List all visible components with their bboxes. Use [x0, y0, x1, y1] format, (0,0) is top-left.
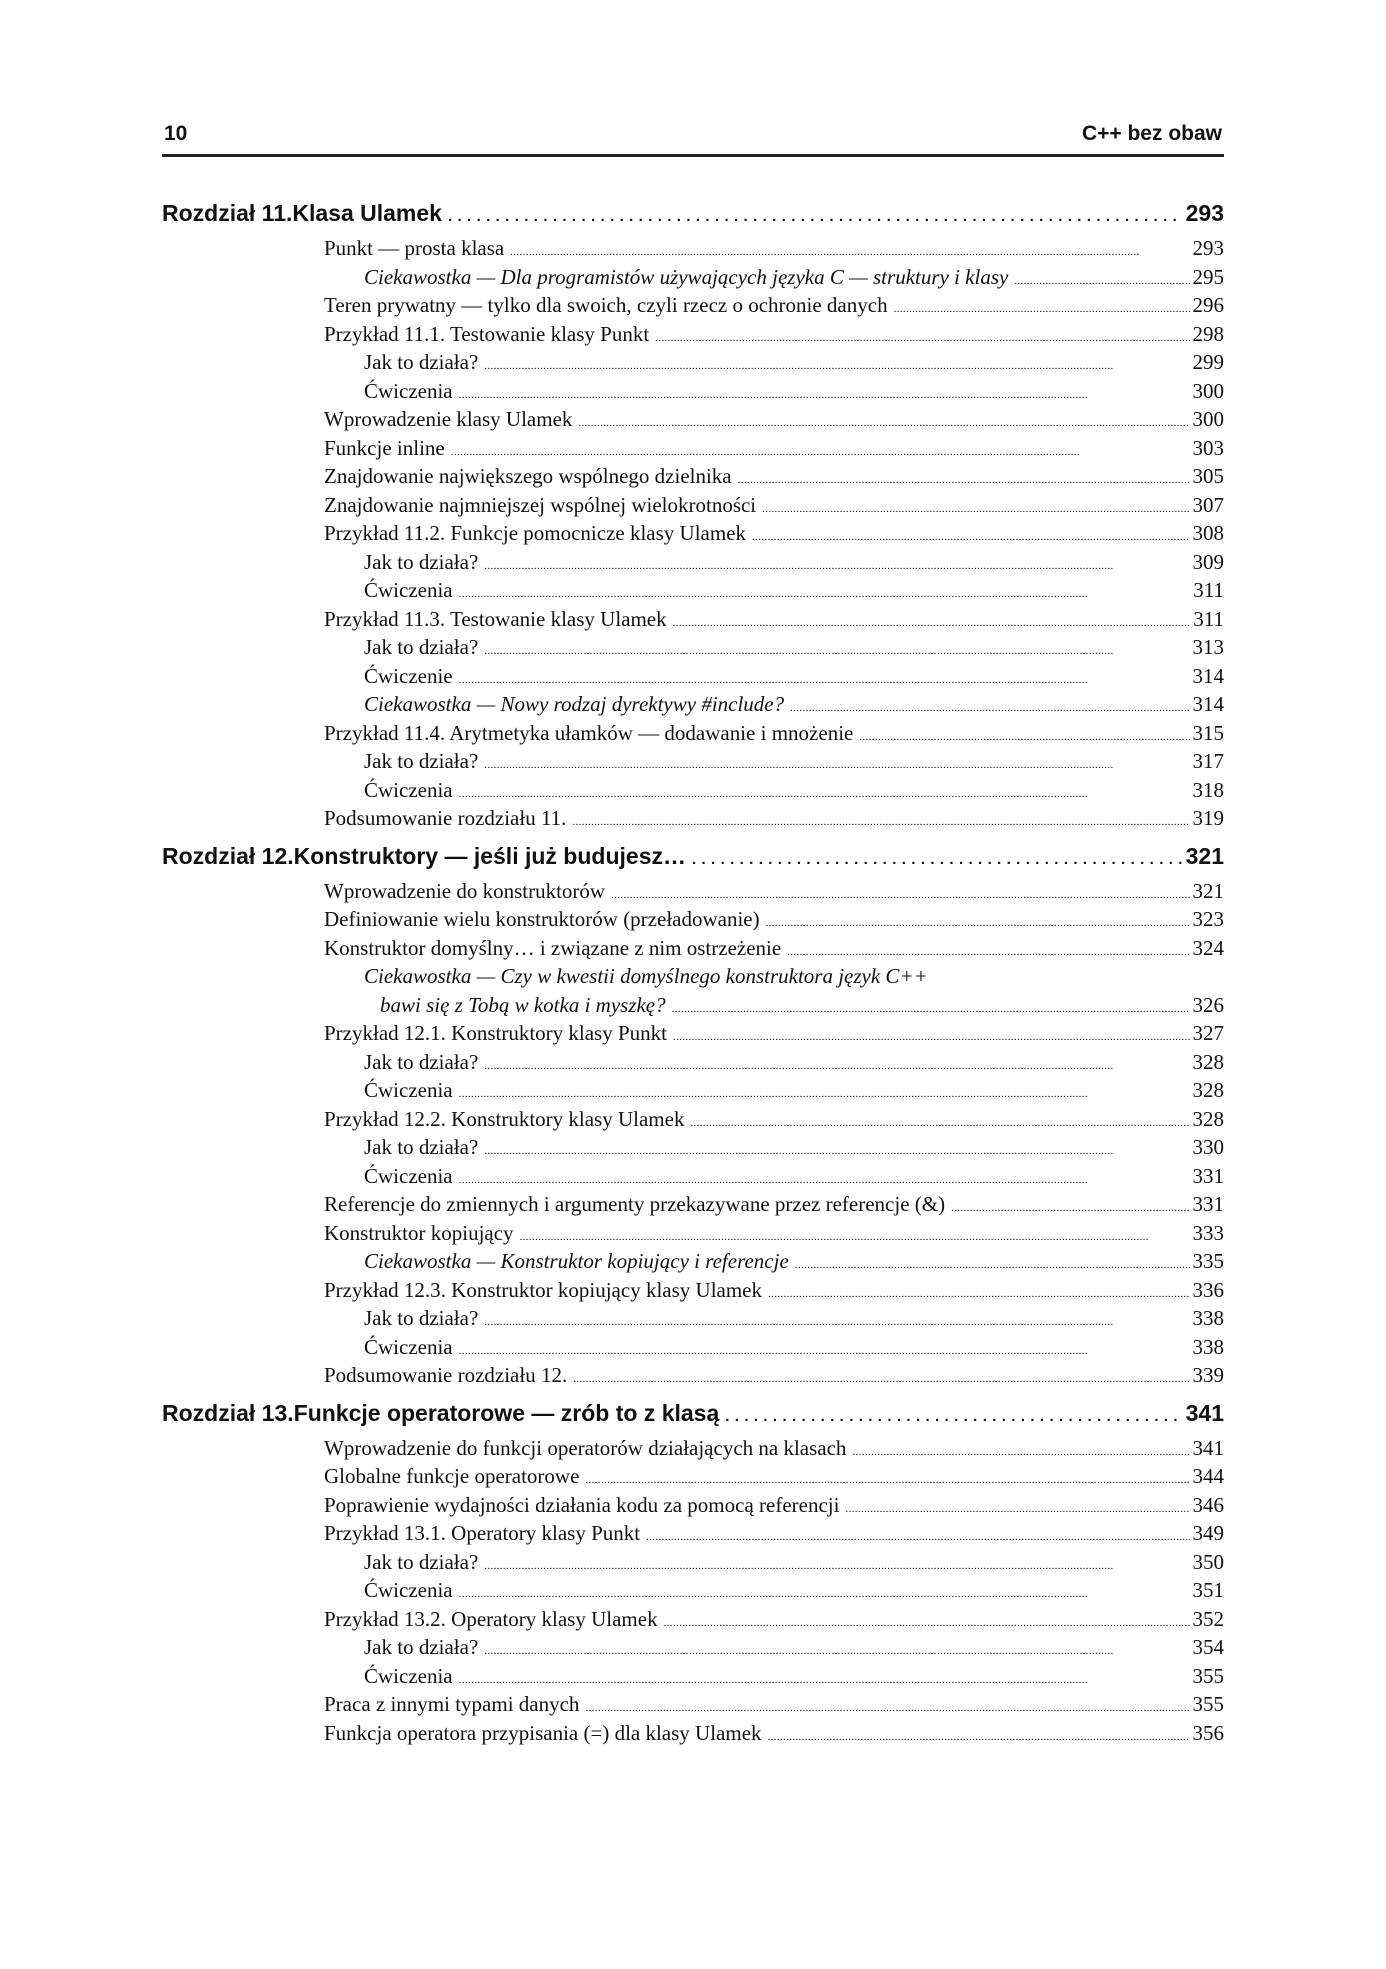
dot-leader: [484, 635, 1189, 660]
toc-entry[interactable]: [162, 578, 1224, 607]
toc-entry[interactable]: [162, 1635, 1224, 1664]
dot-leader: [459, 1578, 1190, 1603]
dot-leader: [572, 806, 1189, 831]
entry-title: Ciekawostka — Czy w kwestii domyślnego konstruktora język C++: [364, 964, 928, 988]
toc-entry[interactable]: [162, 1135, 1224, 1164]
entry-title: Ćwiczenia: [364, 578, 453, 602]
toc-entry[interactable]: [162, 1192, 1224, 1221]
dot-leader: [766, 907, 1190, 932]
entry-page-number: 355: [1192, 1692, 1224, 1716]
entry-title: Jak to działa?: [364, 549, 479, 574]
dot-leader: [484, 1550, 1189, 1575]
entry-title: Ciekawostka — Dla programistów używających języka C — struktury i klasy: [364, 264, 1009, 289]
entry-page-number: 305: [1192, 464, 1224, 488]
entry-title: Wprowadzenie do konstruktorów: [324, 878, 606, 903]
entry-page-number: 317: [1192, 749, 1224, 773]
entry-page-number: 313: [1192, 635, 1224, 659]
dot-leader: [459, 1335, 1190, 1360]
entry-page-number: 307: [1192, 492, 1224, 517]
entry-title: Ciekawostka — Nowy rodzaj dyrektywy #include?: [364, 692, 785, 716]
toc-entry[interactable]: [162, 907, 1224, 936]
dot-leader: [484, 1050, 1189, 1075]
entry-title: Przykład 11.3. Testowanie klasy Ulamek: [324, 606, 667, 631]
dot-leader: [484, 749, 1189, 774]
entry-page-number: 338: [1192, 1334, 1224, 1359]
dot-leader: [459, 379, 1190, 404]
chapter-heading[interactable]: [162, 200, 1224, 236]
entry-page-number: 351: [1192, 1578, 1224, 1602]
entry-title: Jak to działa?: [364, 350, 479, 374]
dot-leader: [459, 578, 1191, 603]
toc-entry[interactable]: [162, 721, 1224, 750]
entry-page-number: 331: [1192, 1192, 1224, 1216]
dot-leader: [762, 493, 1189, 518]
entry-title: Ćwiczenia: [364, 378, 453, 403]
dot-leader: [672, 993, 1190, 1018]
chapter-heading[interactable]: [162, 843, 1224, 879]
toc-entry[interactable]: [162, 1692, 1224, 1721]
dot-leader: [459, 778, 1190, 803]
dot-leader: [725, 1400, 1182, 1427]
entry-title: Podsumowanie rozdziału 12.: [324, 1363, 568, 1387]
toc-entry[interactable]: [162, 436, 1224, 465]
entry-page-number: 319: [1192, 806, 1224, 830]
entry-title: Punkt — prosta klasa: [324, 236, 505, 260]
entry-page-number: 354: [1192, 1635, 1224, 1659]
dot-leader: [484, 1306, 1189, 1331]
dot-leader: [690, 1107, 1189, 1132]
entry-title: Globalne funkcje operatorowe: [324, 1464, 580, 1488]
chapter-label: Rozdział 13.: [162, 1399, 294, 1426]
entry-title: Przykład 13.2. Operatory klasy Ulamek: [324, 1606, 658, 1631]
dot-leader: [585, 1464, 1189, 1489]
entry-title: Teren prywatny — tylko dla swoich, czyli rzecz o ochronie danych: [324, 293, 888, 317]
entry-title: Przykład 12.2. Konstruktory klasy Ulamek: [324, 1106, 685, 1131]
entry-title: Ćwiczenie: [364, 663, 453, 688]
entry-page-number: 323: [1192, 907, 1224, 931]
toc-entry[interactable]: [162, 1306, 1224, 1335]
entry-page-number: 314: [1192, 663, 1224, 688]
entry-page-number: 339: [1192, 1363, 1224, 1387]
entry-page-number: 349: [1192, 1521, 1224, 1545]
chapter-label: Rozdział 11.: [162, 200, 293, 226]
entry-page-number: 295: [1192, 264, 1224, 289]
running-head: [162, 118, 1224, 157]
entry-page-number: 344: [1192, 1464, 1224, 1488]
entry-page-number: 336: [1192, 1277, 1224, 1302]
dot-leader: [692, 843, 1183, 870]
toc-entry[interactable]: [162, 521, 1224, 550]
dot-leader: [451, 436, 1190, 461]
dot-leader: [752, 521, 1189, 546]
toc-entry[interactable]: [162, 936, 1224, 965]
entry-title: Znajdowanie najmniejszej wspólnej wielokrotności: [324, 492, 757, 517]
page-number: 10: [164, 122, 188, 145]
entry-page-number: 321: [1192, 878, 1224, 903]
entry-page-number: 315: [1192, 720, 1224, 745]
toc-entry[interactable]: [162, 664, 1224, 693]
entry-title: Przykład 11.2. Funkcje pomocnicze klasy Ulamek: [324, 521, 747, 545]
toc-entry[interactable]: [162, 1050, 1224, 1079]
chapter-title: Klasa Ulamek: [292, 200, 442, 226]
toc-entry[interactable]: [162, 407, 1224, 436]
toc-entry[interactable]: [162, 1607, 1224, 1636]
toc-entry[interactable]: [162, 1164, 1224, 1193]
entry-title: Przykład 13.1. Operatory klasy Punkt: [324, 1521, 641, 1545]
dot-leader: [585, 1692, 1189, 1717]
chapter-page-number: 341: [1185, 1399, 1224, 1426]
dot-leader: [795, 1249, 1190, 1274]
dot-leader: [1014, 265, 1189, 290]
dot-leader: [459, 664, 1190, 689]
dot-leader: [459, 1664, 1190, 1689]
chapter-heading[interactable]: [162, 1400, 1224, 1436]
toc-entry[interactable]: [162, 350, 1224, 379]
entry-title: Ciekawostka — Konstruktor kopiujący i referencje: [364, 1249, 789, 1273]
entry-page-number: 350: [1192, 1549, 1224, 1574]
toc-entry[interactable]: [162, 265, 1224, 294]
entry-title: Znajdowanie największego wspólnego dzielnika: [324, 464, 732, 488]
entry-title: Konstruktor domyślny… i związane z nim ostrzeżenie: [324, 935, 782, 960]
entry-page-number: 328: [1192, 1078, 1224, 1102]
entry-page-number: 300: [1192, 378, 1224, 403]
entry-page-number: 356: [1192, 1720, 1224, 1745]
entry-title: Definiowanie wielu konstruktorów (przeładowanie): [324, 907, 760, 931]
toc-entry[interactable]: [162, 293, 1224, 322]
chapter-page-number: 293: [1185, 200, 1224, 226]
entry-title: Praca z innymi typami danych: [324, 1692, 580, 1716]
toc-entry[interactable]: [162, 1493, 1224, 1522]
toc-entry[interactable]: [162, 1335, 1224, 1364]
dot-leader: [738, 464, 1190, 489]
entry-title: Ćwiczenia: [364, 1334, 453, 1359]
toc-entry[interactable]: [162, 1436, 1224, 1465]
entry-page-number: 352: [1192, 1606, 1224, 1631]
entry-title: Ćwiczenia: [364, 1578, 453, 1602]
table-of-contents: [162, 200, 1224, 1749]
dot-leader: [484, 1635, 1189, 1660]
entry-title: Wprowadzenie klasy Ulamek: [324, 407, 573, 431]
toc-entry[interactable]: [162, 1021, 1224, 1050]
entry-page-number: 341: [1192, 1435, 1224, 1460]
entry-title: Jak to działa?: [364, 1306, 479, 1330]
entry-page-number: 296: [1192, 293, 1224, 317]
entry-title: Podsumowanie rozdziału 11.: [324, 806, 567, 830]
entry-title: Przykład 11.1. Testowanie klasy Punkt: [324, 321, 650, 346]
entry-page-number: 311: [1193, 578, 1224, 602]
toc-entry[interactable]: [162, 1578, 1224, 1607]
toc-entry[interactable]: [162, 550, 1224, 579]
toc-entry[interactable]: [162, 607, 1224, 636]
dot-leader: [510, 236, 1189, 261]
toc-entry[interactable]: [162, 879, 1224, 908]
entry-title: Poprawienie wydajności działania kodu za pomocą referencji: [324, 1492, 840, 1517]
chapter-page-number: 321: [1185, 842, 1224, 869]
entry-title: Wprowadzenie do funkcji operatorów działających na klasach: [324, 1435, 847, 1460]
book-title: C++ bez obaw: [1081, 122, 1222, 145]
toc-entry[interactable]: [162, 1278, 1224, 1307]
entry-page-number: 330: [1192, 1135, 1224, 1159]
entry-title: Funkcja operatora przypisania (=) dla klasy Ulamek: [324, 1720, 762, 1745]
dot-leader: [484, 550, 1189, 575]
toc-entry[interactable]: [162, 635, 1224, 664]
dot-leader: [655, 322, 1189, 347]
dot-leader: [484, 350, 1189, 375]
entry-page-number: 328: [1192, 1106, 1224, 1131]
entry-title: Przykład 11.4. Arytmetyka ułamków — dodawanie i mnożenie: [324, 720, 854, 745]
entry-page-number: 300: [1192, 407, 1224, 431]
entry-title: Przykład 12.3. Konstruktor kopiujący klasy Ulamek: [324, 1277, 763, 1302]
entry-page-number: 327: [1192, 1021, 1224, 1045]
entry-page-number: 324: [1192, 935, 1224, 960]
entry-title: Jak to działa?: [364, 1549, 479, 1574]
dot-leader: [673, 607, 1191, 632]
chapter-label: Rozdział 12.: [162, 842, 294, 869]
toc-entry[interactable]: [162, 236, 1224, 265]
entry-title: Jak to działa?: [364, 1635, 479, 1659]
entry-page-number: 298: [1192, 321, 1224, 346]
toc-entry[interactable]: [162, 1721, 1224, 1750]
entry-title: Ćwiczenia: [364, 1663, 453, 1688]
dot-leader: [768, 1278, 1189, 1303]
dot-leader: [845, 1493, 1189, 1518]
dot-leader: [768, 1721, 1190, 1746]
dot-leader: [484, 1135, 1189, 1160]
toc-entry[interactable]: [162, 464, 1224, 493]
entry-page-number: 328: [1192, 1049, 1224, 1074]
dot-leader: [646, 1521, 1189, 1546]
entry-page-number: 318: [1192, 777, 1224, 802]
dot-leader: [611, 879, 1189, 904]
entry-page-number: 338: [1192, 1306, 1224, 1330]
toc-entry[interactable]: [162, 1107, 1224, 1136]
dot-leader: [859, 721, 1189, 746]
toc-entry[interactable]: [162, 1521, 1224, 1550]
entry-page-number: 333: [1192, 1220, 1224, 1245]
toc-entry[interactable]: [162, 778, 1224, 807]
entry-title: Referencje do zmiennych i argumenty przekazywane przez referencje (&): [324, 1192, 946, 1216]
dot-leader: [673, 1021, 1190, 1046]
entry-title: Jak to działa?: [364, 635, 479, 659]
entry-page-number: 308: [1192, 521, 1224, 545]
dot-leader: [787, 936, 1189, 961]
entry-title: Przykład 12.1. Konstruktory klasy Punkt: [324, 1021, 667, 1045]
dot-leader: [951, 1192, 1189, 1217]
entry-page-number: 303: [1192, 435, 1224, 460]
dot-leader: [790, 692, 1189, 717]
entry-page-number: 355: [1192, 1663, 1224, 1688]
entry-page-number: 309: [1192, 549, 1224, 574]
chapter-title: Konstruktory — jeśli już budujesz…: [293, 842, 686, 869]
toc-entry[interactable]: [162, 1550, 1224, 1579]
toc-entry[interactable]: [162, 692, 1224, 721]
entry-title: Jak to działa?: [364, 1049, 479, 1074]
dot-leader: [520, 1221, 1190, 1246]
entry-title: Funkcje inline: [324, 435, 445, 460]
dot-leader: [459, 1078, 1190, 1103]
dot-leader: [573, 1363, 1189, 1388]
dot-leader: [664, 1607, 1190, 1632]
dot-leader: [448, 200, 1183, 227]
toc-entry[interactable]: [162, 1363, 1224, 1392]
toc-entry-continuation[interactable]: [162, 993, 1224, 1022]
toc-entry[interactable]: [162, 749, 1224, 778]
dot-leader: [578, 407, 1189, 432]
toc-entry[interactable]: [162, 322, 1224, 351]
toc-entry[interactable]: [162, 1464, 1224, 1493]
toc-entry[interactable]: [162, 493, 1224, 522]
entry-title: Jak to działa?: [364, 1135, 479, 1159]
dot-leader: [852, 1436, 1189, 1461]
toc-entry[interactable]: [162, 964, 1224, 993]
toc-entry[interactable]: [162, 1249, 1224, 1278]
dot-leader: [894, 293, 1190, 318]
toc-entry[interactable]: [162, 1664, 1224, 1693]
entry-page-number: 299: [1192, 350, 1224, 374]
entry-page-number: 314: [1192, 692, 1224, 716]
entry-title: Ćwiczenia: [364, 777, 453, 802]
entry-title: Jak to działa?: [364, 749, 479, 773]
entry-page-number: 311: [1193, 606, 1224, 631]
toc-entry[interactable]: [162, 1078, 1224, 1107]
entry-title: Konstruktor kopiujący: [324, 1220, 514, 1245]
entry-page-number: 335: [1192, 1249, 1224, 1273]
entry-title: Ćwiczenia: [364, 1163, 453, 1188]
toc-entry[interactable]: [162, 806, 1224, 835]
entry-title-continuation: bawi się z Tobą w kotka i myszkę?: [380, 992, 666, 1017]
entry-title: Ćwiczenia: [364, 1078, 453, 1102]
dot-leader: [459, 1164, 1190, 1189]
entry-page-number: 326: [1192, 992, 1224, 1017]
toc-entry[interactable]: [162, 379, 1224, 408]
entry-page-number: 346: [1192, 1492, 1224, 1517]
chapter-title: Funkcje operatorowe — zrób to z klasą: [293, 1399, 720, 1426]
toc-entry[interactable]: [162, 1221, 1224, 1250]
entry-page-number: 331: [1192, 1163, 1224, 1188]
entry-page-number: 293: [1192, 236, 1224, 260]
